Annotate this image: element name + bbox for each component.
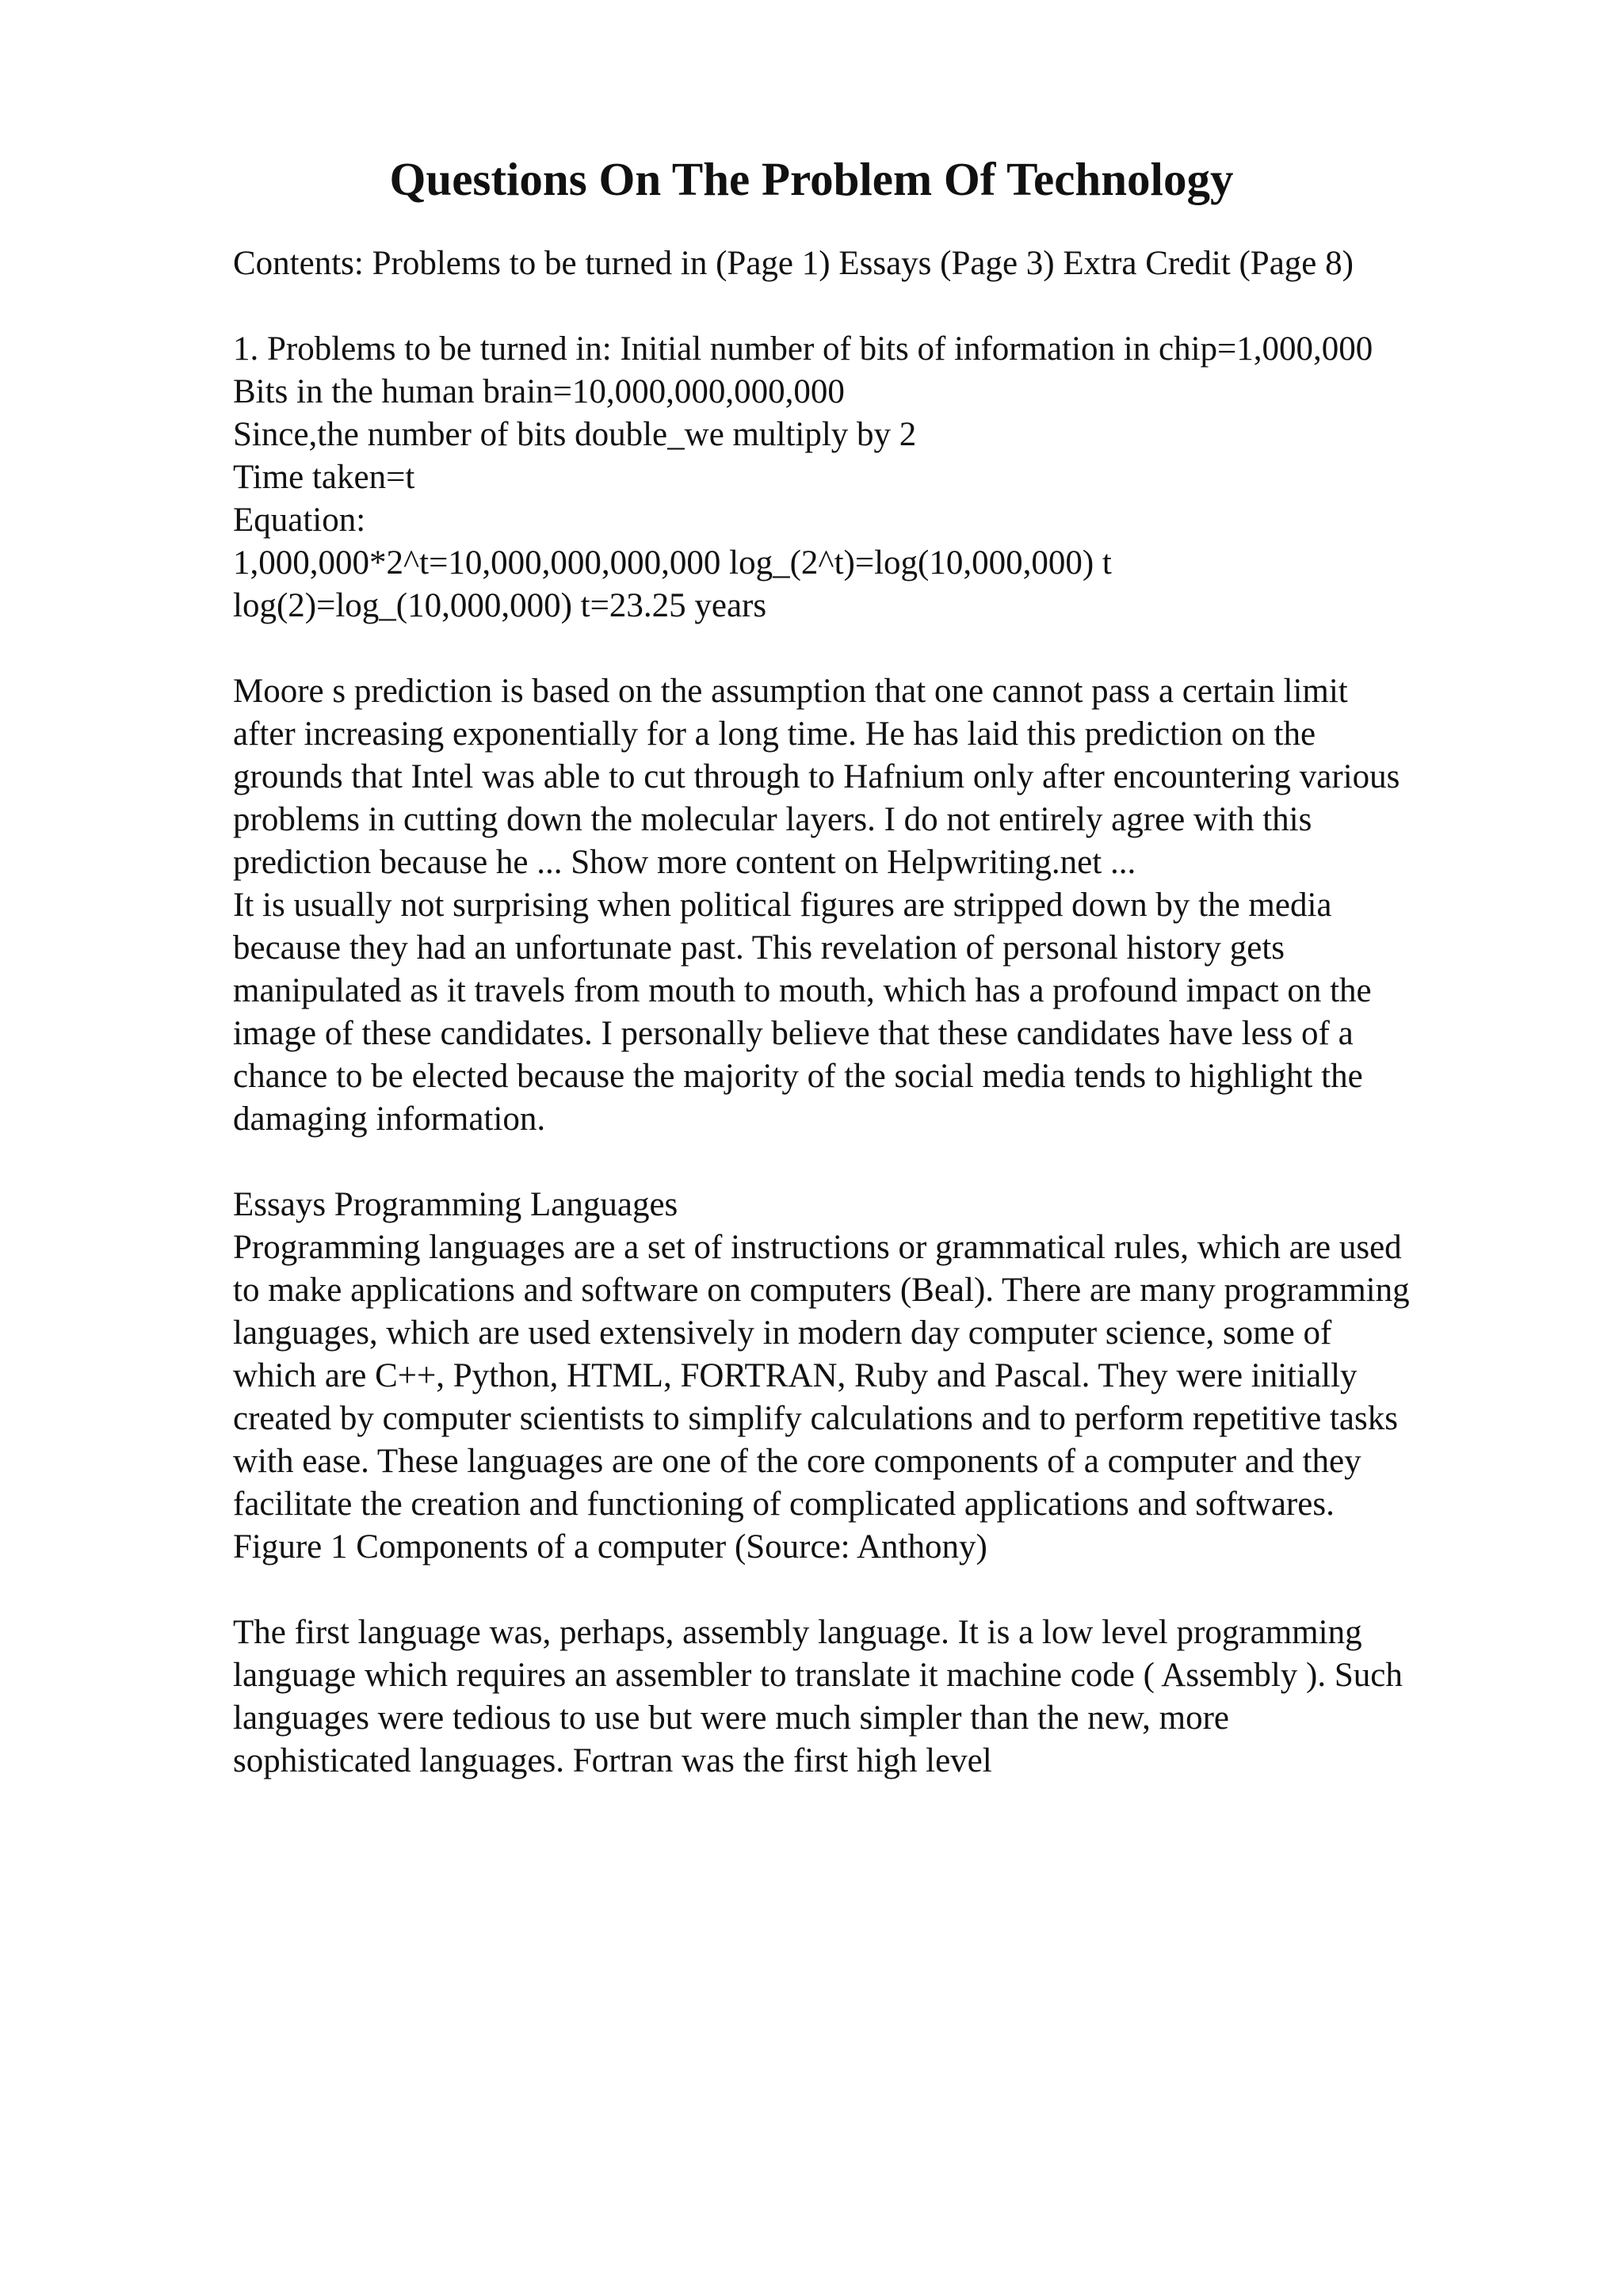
problem-line: 1. Problems to be turned in: Initial number of bits of information in chip=1,000,000: [233, 330, 1373, 368]
moore-line: because they had an unfortunate past. This revelation of personal history gets: [233, 929, 1285, 967]
assembly-paragraph: [233, 1611, 1564, 1783]
essay-line: which are C++, Python, HTML, FORTRAN, Ruby and Pascal. They were initially: [233, 1357, 1358, 1394]
problem-line: log(2)=log_(10,000,000) t=23.25 years: [233, 587, 767, 624]
essay-line: to make applications and software on computers (Beal). There are many programming: [233, 1272, 1410, 1309]
paragraph-gap: [233, 285, 1564, 328]
essay-line: facilitate the creation and functioning of complicated applications and softwares.: [233, 1486, 1335, 1523]
document-body: [233, 242, 1564, 1783]
problems-paragraph: [233, 328, 1564, 627]
essay-line: Programming languages are a set of instructions or grammatical rules, which are used: [233, 1229, 1402, 1266]
moore-line: prediction because he ... Show more content on Helpwriting.net ...: [233, 844, 1136, 881]
assembly-line: sophisticated languages. Fortran was the first high level: [233, 1742, 992, 1779]
essay-line: languages, which are used extensively in modern day computer science, some of: [233, 1314, 1332, 1352]
paragraph-gap: [233, 1141, 1564, 1184]
problem-line: Equation:: [233, 502, 366, 539]
moore-line: image of these candidates. I personally believe that these candidates have less of a: [233, 1015, 1354, 1052]
moore-paragraph: [233, 670, 1564, 1141]
essay-line: created by computer scientists to simplify calculations and to perform repetitive tasks: [233, 1400, 1398, 1437]
essay-line: with ease. These languages are one of the core components of a computer and they: [233, 1443, 1361, 1480]
essay-heading: Essays Programming Languages: [233, 1186, 678, 1223]
moore-line: damaging information.: [233, 1100, 546, 1138]
problem-line: Bits in the human brain=10,000,000,000,000: [233, 373, 845, 410]
moore-line: problems in cutting down the molecular layers. I do not entirely agree with this: [233, 801, 1312, 838]
moore-line: Moore s prediction is based on the assumption that one cannot pass a certain limit: [233, 673, 1348, 710]
moore-line: after increasing exponentially for a long time. He has laid this prediction on the: [233, 715, 1316, 753]
problem-line: Since,the number of bits double_we multiply by 2: [233, 416, 917, 453]
moore-line: chance to be elected because the majority of the social media tends to highlight the: [233, 1058, 1363, 1095]
assembly-line: languages were tedious to use but were much simpler than the new, more: [233, 1699, 1229, 1737]
problem-line: 1,000,000*2^t=10,000,000,000,000 log_(2^t)=log(10,000,000) t: [233, 544, 1112, 582]
moore-line: grounds that Intel was able to cut through to Hafnium only after encountering various: [233, 758, 1400, 795]
essay-paragraph: [233, 1184, 1564, 1569]
moore-line: manipulated as it travels from mouth to mouth, which has a profound impact on the: [233, 972, 1372, 1009]
paragraph-gap: [233, 627, 1564, 670]
assembly-line: language which requires an assembler to translate it machine code ( Assembly ). Such: [233, 1657, 1403, 1694]
problem-line: Time taken=t: [233, 459, 415, 496]
assembly-line: The first language was, perhaps, assembly language. It is a low level programming: [233, 1614, 1362, 1651]
moore-line: It is usually not surprising when political figures are stripped down by the media: [233, 887, 1332, 924]
figure-caption: Figure 1 Components of a computer (Source: Anthony): [233, 1528, 987, 1566]
document-title: Questions On The Problem Of Technology: [389, 153, 1234, 205]
contents-line: Contents: Problems to be turned in (Page 1) Essays (Page 3) Extra Credit (Page 8): [233, 245, 1354, 282]
paragraph-gap: [233, 1569, 1564, 1611]
